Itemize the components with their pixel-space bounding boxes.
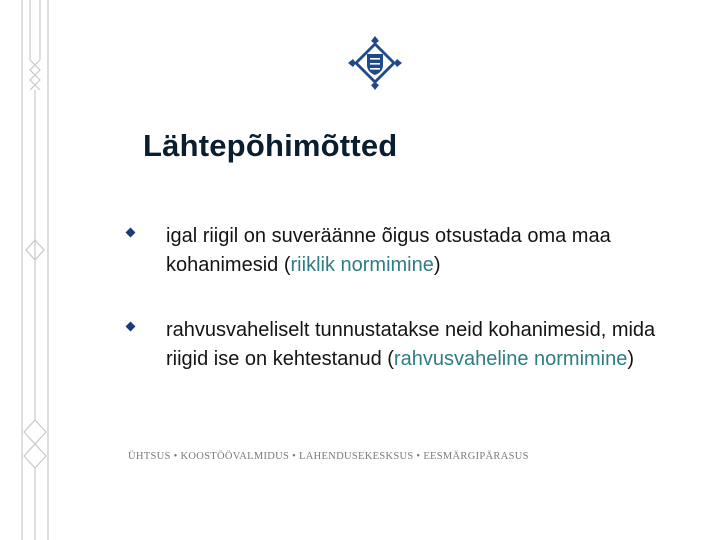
- footer-values: ÜHTSUS • KOOSTÖÖVALMIDUS • LAHENDUSEKESKSUS • EESMÄRGIPÄRASUS: [128, 451, 529, 462]
- bullet-text-after: ): [433, 254, 441, 276]
- bullet-text-before: rahvusvaheliselt tunnustatakse neid kohanimesid, mida riigid ise on kehtestanud (: [166, 319, 656, 370]
- diamond-bullet-icon: [126, 322, 136, 332]
- bullet-text-before: igal riigil on suveräänne õigus otsustada oma maa kohanimesid (: [166, 225, 611, 276]
- slide-title: Lähtepõhimõtted: [143, 128, 398, 163]
- border-ornament: [0, 0, 80, 540]
- bullet-item: [123, 222, 683, 280]
- bullet-text-after: ): [627, 348, 635, 370]
- bullet-text: [166, 316, 683, 374]
- bullet-text: [166, 222, 683, 280]
- bullet-item: [123, 316, 683, 374]
- diamond-bullet-icon: [126, 228, 136, 238]
- bullet-highlight: rahvusvaheline normimine: [393, 348, 628, 370]
- bullet-highlight: riiklik normimine: [290, 254, 434, 276]
- estonian-coat-of-arms-emblem-icon: [347, 35, 403, 91]
